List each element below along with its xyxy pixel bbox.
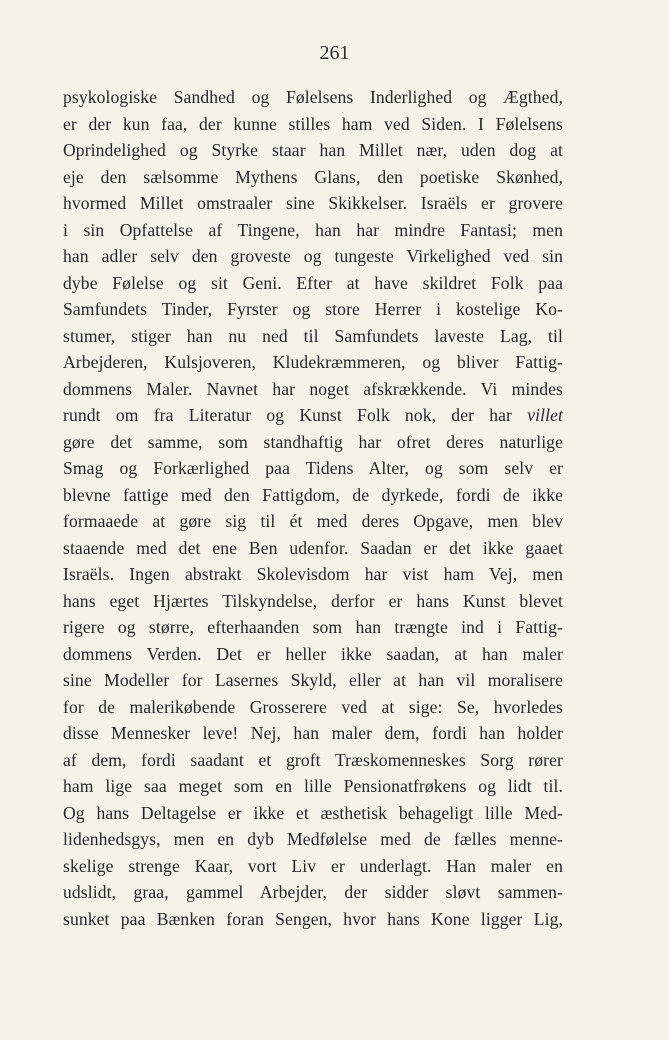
- text-line: psykologiske Sandhed og Følelsens Inderlighed og Ægthed,: [63, 87, 563, 107]
- text-line: skelige strenge Kaar, vort Liv er underlagt. Han maler en: [63, 855, 563, 876]
- italic-word: villet: [527, 405, 563, 425]
- text-line: formaaede at gøre sig til ét med deres Opgave, men blev: [63, 511, 563, 531]
- text-line: dommens Maler. Navnet har noget afskrækkende. Vi mindes: [63, 378, 563, 399]
- body-text: [63, 84, 563, 932]
- text-line: Oprindelighed og Styrke staar han Millet nær, uden dog at: [63, 140, 563, 160]
- text-line: [63, 402, 563, 429]
- text-line: i sin Opfattelse af Tingene, han har mindre Fantasi; men: [63, 219, 563, 240]
- text-line: staaende med det ene Ben udenfor. Saadan er det ikke gaaet: [63, 537, 563, 558]
- page-number: 261: [319, 42, 350, 64]
- text-line: gøre det samme, som standhaftig har ofret deres naturlige: [63, 431, 563, 452]
- text-line: dommens Verden. Det er heller ikke saadan, at han maler: [63, 643, 563, 664]
- text-line: sine Modeller for Lasernes Skyld, eller at han vil moralisere: [63, 670, 563, 690]
- text-line: disse Mennesker leve! Nej, han maler dem, fordi han holder: [63, 723, 563, 743]
- text-line: sunket paa Bænken foran Sengen, hvor hans Kone ligger Lig,: [63, 908, 563, 929]
- text-line: Og hans Deltagelse er ikke et æsthetisk behageligt lille Med-: [63, 802, 563, 823]
- text-line: udslidt, graa, gammel Arbejder, der sidder sløvt sammen-: [63, 882, 563, 902]
- text-line: hvormed Millet omstraaler sine Skikkelser. Israëls er grovere: [63, 193, 563, 213]
- text-line: lidenhedsgys, men en dyb Medfølelse med de fælles menne-: [63, 829, 563, 849]
- text-line: ham lige saa meget som en lille Pensionatfrøkens og lidt til.: [63, 776, 563, 796]
- text-line: Smag og Forkærlighed paa Tidens Alter, og som selv er: [63, 458, 563, 478]
- text-line: eje den sælsomme Mythens Glans, den poetiske Skønhed,: [63, 166, 563, 187]
- text-line: er der kun faa, der kunne stilles ham ved Siden. I Følelsens: [63, 113, 563, 134]
- text-line: han adler selv den groveste og tungeste Virkelighed ved sin: [63, 246, 563, 266]
- text-line: rigere og større, efterhaanden som han trængte ind i Fattig-: [63, 617, 563, 637]
- text-line: stumer, stiger han nu ned til Samfundets laveste Lag, til: [63, 325, 563, 346]
- text-line: for de malerikøbende Grosserere ved at sige: Se, hvorledes: [63, 696, 563, 717]
- text-line: hans eget Hjærtes Tilskyndelse, derfor er hans Kunst blevet: [63, 590, 563, 611]
- text-line: Israëls. Ingen abstrakt Skolevisdom har vist ham Vej, men: [63, 564, 563, 584]
- text-segment: rundt om fra Literatur og Kunst Folk nok, der har: [63, 405, 528, 425]
- text-line: af dem, fordi saadant et groft Træskomenneskes Sorg rører: [63, 749, 563, 770]
- text-line: Arbejderen, Kulsjoveren, Kludekræmmeren, og bliver Fattig-: [63, 352, 563, 372]
- text-line: Samfundets Tinder, Fyrster og store Herrer i kostelige Ko-: [63, 299, 563, 319]
- text-line: dybe Følelse og sit Geni. Efter at have skildret Folk paa: [63, 272, 563, 293]
- text-line: blevne fattige med den Fattigdom, de dyrkede, fordi de ikke: [63, 484, 563, 505]
